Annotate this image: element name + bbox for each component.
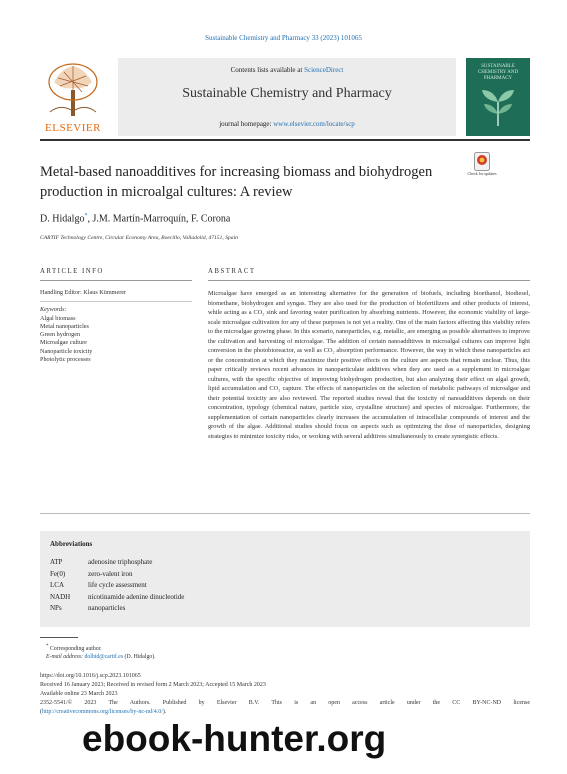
received-dates: Received 16 January 2023; Received in revised form 2 March 2023; Accepted 15 March 2023 <box>40 682 266 688</box>
corresponding-text: Corresponding author. <box>49 645 102 652</box>
check-for-updates-badge[interactable] <box>466 152 498 182</box>
abbreviation-row <box>50 581 147 589</box>
article-info-rule <box>40 280 192 281</box>
tree-icon <box>40 60 106 118</box>
keywords-label: Keywords: <box>40 306 67 313</box>
homepage-prefix: journal homepage: <box>219 120 274 128</box>
keyword: Microalgae culture <box>40 339 87 347</box>
keyword-list <box>40 315 188 365</box>
abbreviation-key: NADH <box>50 592 71 601</box>
abbreviation-value: zero-valent iron <box>88 569 133 578</box>
contents-prefix: Contents lists available at <box>230 66 305 74</box>
license-open: ( <box>40 709 42 715</box>
affiliation: CARTIF Technology Centre, Circular Economy Area, Boecillo, Valladolid, 47151, Spain <box>40 235 238 241</box>
check-for-updates-label: Check for updates <box>467 171 497 176</box>
abbreviation-key: LCA <box>50 581 64 589</box>
keyword: Nanoparticle toxicity <box>40 347 93 355</box>
abbreviation-row <box>50 570 133 578</box>
email-footnote <box>46 654 156 660</box>
cover-leaf-icon <box>476 88 520 128</box>
abbreviations-heading: Abbreviations <box>50 540 93 548</box>
abbreviations-box <box>40 531 530 627</box>
abbreviation-row <box>50 593 184 601</box>
abstract-heading: ABSTRACT <box>208 268 256 275</box>
article-info-heading: ARTICLE INFO <box>40 268 104 275</box>
abbreviation-key: Fe(0) <box>50 569 66 578</box>
abstract-rule <box>208 280 530 281</box>
license-link-line <box>40 709 166 715</box>
journal-reference[interactable]: Sustainable Chemistry and Pharmacy 33 (2023) 101065 <box>205 34 362 42</box>
abstract-text: Microalgae have emerged as an interesting alternative for the generation of biofuels, including bioethanol, biodiesel, biomethane, biohydrogen and syngas. They are also used for the production of biofertilizers and other products of interest, while acting as a CO₂ sink and favoring water purification by absorbing nutrients. However, the economic viability of large-scale microalgae cultivation for any of these purposes is not yet a reality. One of the main factors affecting this viability refers to the microalgae growing phase. In this scenario, nanoparticles, e.g. metallic, are emerging as possible alternatives to improve the cultivation and harvesting of microalgae. The addition of certain nanoadditives in microalgal cultures can improve light conversion in the photobioreactor, as well as CO₂ absorption performance. However, the way in which these nanoparticles act or the concentration at which they maximize their positive effects on the culture are aspects that remain unclear. Thus, this paper critically reviews recent advances in nanoparticulate additives when they are used as a supplement in microalgae cultures, with the specific objective of improving biohydrogen production, but also analyzing their effect on algal growth, lipid accumulation and CO₂ capture. The effects of nanoparticles on the selection of metabolic pathways of microalgae and their potential toxicity are also reviewed. The reported studies reveal that the toxicity of nanoadditives depends on their concentration, typology (chemical nature, particle size, crystalline structure) and species of microalgae. Furthermore, the supplementation of certain nanoparticles clearly increases the accumulation of intracellular compounds of interest and the growth of the algae. Additional studies should focus on aspects such as optimizing the dose of nanoparticles, designing strategies to minimize toxicity risks, or working with several additives simultaneously to create synergistic effects. <box>208 290 530 440</box>
journal-homepage <box>118 120 456 128</box>
abbreviation-value: life cycle assessment <box>88 581 147 589</box>
keyword: Algal biomass <box>40 314 76 322</box>
article-title: Metal-based nanoadditives for increasing biomass and biohydrogen production in microalgal cultures: A review <box>40 164 433 200</box>
header-rule <box>40 139 530 141</box>
keyword: Photolytic processes <box>40 355 91 363</box>
corresponding-footnote <box>46 644 102 652</box>
handling-editor: Handling Editor: Klaus Kümmerer <box>40 289 127 296</box>
abbreviation-value: adenosine triphosphate <box>88 558 153 566</box>
sciencedirect-link[interactable]: ScienceDirect <box>304 66 344 74</box>
keyword: Metal nanoparticles <box>40 322 89 330</box>
license-close: ). <box>162 709 167 715</box>
authors-rest: , J.M. Martín-Marroquín, F. Corona <box>87 213 231 225</box>
abbreviation-value: nicotinamide adenine dinucleotide <box>88 592 185 601</box>
elsevier-logo <box>40 60 106 134</box>
watermark-text: ebook-hunter.org <box>82 718 387 759</box>
email-suffix: (D. Hidalgo). <box>123 654 156 660</box>
author-1[interactable]: D. Hidalgo <box>40 213 85 225</box>
author-list <box>40 213 230 224</box>
journal-title: Sustainable Chemistry and Pharmacy <box>182 86 392 101</box>
cover-title: SUSTAINABLE CHEMISTRY AND PHARMACY <box>477 64 519 81</box>
email-link[interactable]: dolhid@cartif.es <box>84 654 124 660</box>
abbreviation-key: ATP <box>50 558 63 566</box>
bookmark-icon <box>474 152 490 171</box>
license-link[interactable]: http://creativecommons.org/licenses/by-nc-nd/4.0/ <box>42 709 163 715</box>
license-line: 2352-5541/© 2023 The Authors. Published by Elsevier B.V. This is an open access article under the CC BY-NC-ND license <box>40 700 530 706</box>
journal-cover <box>466 58 530 136</box>
article-info-divider <box>40 301 192 302</box>
available-online: Available online 23 March 2023 <box>40 691 118 697</box>
abbreviation-row <box>50 604 125 612</box>
corresponding-author-mark[interactable]: * <box>84 213 88 219</box>
contents-line <box>118 66 456 74</box>
email-label: E-mail address: <box>46 654 85 660</box>
abstract-bottom-rule <box>40 513 530 514</box>
footnote-rule <box>40 637 78 638</box>
abbreviation-value: nanoparticles <box>88 604 126 612</box>
footnote-mark: * <box>46 644 49 649</box>
homepage-link[interactable]: www.elsevier.com/locate/scp <box>273 120 355 128</box>
abbreviation-key: NPs <box>50 604 62 612</box>
doi-link[interactable]: https://doi.org/10.1016/j.scp.2023.101065 <box>40 673 141 679</box>
abbreviation-row <box>50 558 152 566</box>
publisher-logo-text: ELSEVIER <box>45 122 101 134</box>
keyword: Green hydrogen <box>40 331 81 339</box>
